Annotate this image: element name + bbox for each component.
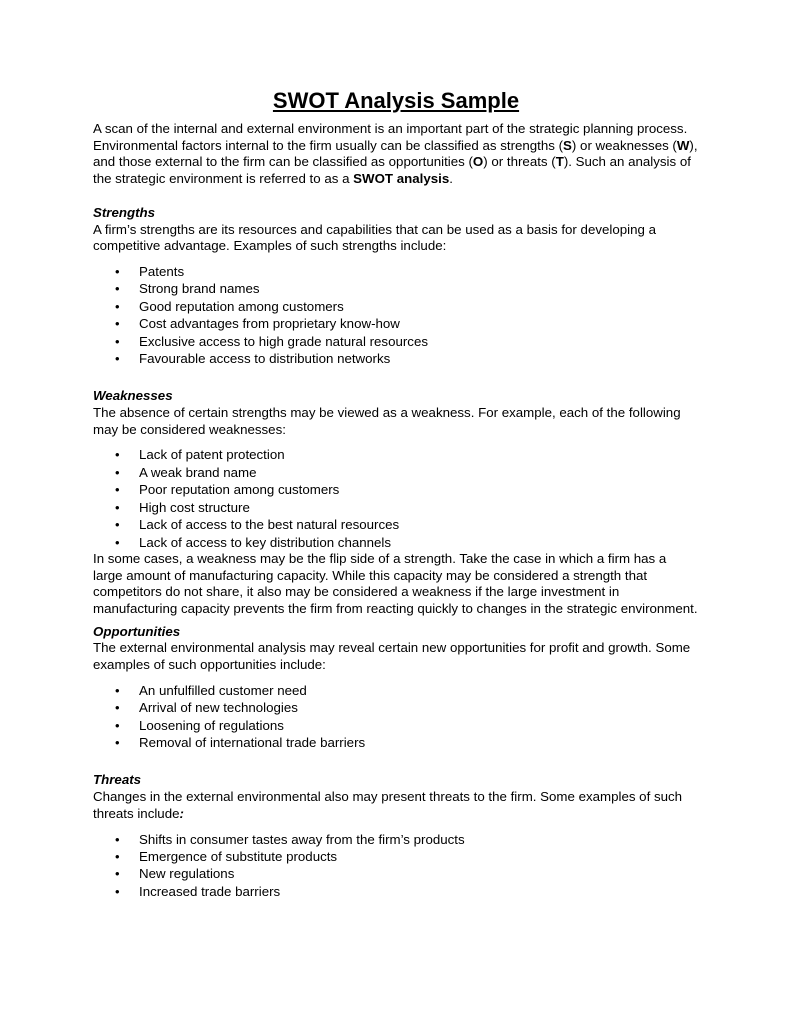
list-item: [93, 446, 699, 463]
bullet-icon: •: [115, 534, 120, 550]
list-item-text: Shifts in consumer tastes away from the firm’s products: [139, 831, 465, 847]
spacer: [93, 438, 699, 446]
list-item: [93, 263, 699, 280]
list-item-text: New regulations: [139, 866, 235, 882]
list-item-text: Arrival of new technologies: [139, 700, 298, 716]
strengths-heading: Strengths: [93, 204, 156, 220]
strengths-text: A firm’s strengths are its resources and capabilities that can be used as a basis for developing a competitive advantage. Examples of such strengths include:: [93, 221, 656, 254]
intro-text-5: ). Such an analysis of the strategic environment is referred to as a: [93, 154, 691, 187]
list-item-text: Lack of patent protection: [139, 447, 285, 463]
list-item: [93, 499, 699, 516]
list-item-text: Loosening of regulations: [139, 717, 284, 733]
bullet-icon: •: [115, 717, 120, 733]
document-title: SWOT Analysis Sample: [272, 88, 520, 113]
intro-s-letter: S: [563, 137, 572, 153]
weaknesses-section: [93, 388, 699, 617]
weaknesses-followup-text: In some cases, a weakness may be the flip side of a strength. Take the case in which a firm has a large amount of manufacturing capacity. While this capacity may be considered a strength that competitors do not share, it also may be considered a weakness if the large investment in manufacturing capacity prevents the firm from reacting quickly to changes in the strategic environment.: [93, 550, 698, 617]
opportunities-heading: Opportunities: [93, 623, 181, 639]
intro-text-2: ) or weaknesses (: [571, 137, 677, 153]
list-item-text: Lack of access to the best natural resources: [139, 517, 400, 533]
spacer: [93, 188, 699, 205]
threats-heading: Threats: [93, 772, 142, 788]
list-item: [93, 298, 699, 315]
list-item: [93, 883, 699, 900]
intro-o-letter: O: [472, 154, 484, 170]
list-item-text: Good reputation among customers: [139, 298, 344, 314]
list-item-text: A weak brand name: [139, 464, 257, 480]
list-item: [93, 516, 699, 533]
intro-t-letter: T: [555, 154, 564, 170]
list-item: [93, 865, 699, 882]
bullet-icon: •: [115, 735, 120, 751]
list-item-text: Increased trade barriers: [139, 883, 281, 899]
bullet-icon: •: [115, 464, 120, 480]
opportunities-list: [93, 682, 699, 752]
bullet-icon: •: [115, 350, 120, 366]
list-item: [93, 481, 699, 498]
intro-text-3: ), and those external to the firm can be classified as opportunities (: [93, 137, 698, 170]
list-item: [93, 350, 699, 367]
bullet-icon: •: [115, 499, 120, 515]
bullet-icon: •: [115, 333, 120, 349]
strengths-list: [93, 263, 699, 367]
bullet-icon: •: [115, 883, 120, 899]
list-item-text: Removal of international trade barriers: [139, 735, 366, 751]
strengths-section: [93, 205, 699, 368]
bullet-icon: •: [115, 482, 120, 498]
bullet-icon: •: [115, 848, 120, 864]
intro-text-1: A scan of the internal and external environment is an important part of the strategic planning process. Environmental factors internal to the firm usually can be classified as strengths (: [93, 121, 688, 153]
threats-text: [93, 789, 699, 822]
threats-list: [93, 831, 699, 901]
opportunities-text: The external environmental analysis may reveal certain new opportunities for profit and growth. Some examples of such opportunities include:: [93, 640, 691, 673]
list-item: [93, 699, 699, 716]
threats-text-body: Changes in the external environmental also may present threats to the firm. Some examples of such threats include: [93, 789, 683, 821]
list-item-text: An unfulfilled customer need: [139, 682, 307, 698]
list-item: [93, 682, 699, 699]
threats-text-colon: :: [179, 805, 184, 821]
opportunities-section: [93, 624, 699, 752]
list-item: [93, 831, 699, 848]
intro-paragraph: [93, 121, 699, 188]
bullet-icon: •: [115, 517, 120, 533]
list-item: [93, 534, 699, 551]
weaknesses-heading: Weaknesses: [93, 388, 173, 404]
list-item-text: Strong brand names: [139, 281, 260, 297]
list-item-text: Cost advantages from proprietary know-how: [139, 316, 400, 332]
list-item-text: Emergence of substitute products: [139, 848, 338, 864]
list-item-text: Poor reputation among customers: [139, 482, 340, 498]
spacer: [93, 674, 699, 682]
list-item-text: Exclusive access to high grade natural resources: [139, 333, 428, 349]
bullet-icon: •: [115, 298, 120, 314]
list-item-text: High cost structure: [139, 499, 250, 515]
bullet-icon: •: [115, 700, 120, 716]
spacer: [93, 255, 699, 263]
bullet-icon: •: [115, 831, 120, 847]
list-item-text: Patents: [139, 263, 185, 279]
weaknesses-text: The absence of certain strengths may be viewed as a weakness. For example, each of the following may be considered weaknesses:: [93, 405, 681, 437]
list-item: [93, 848, 699, 865]
bullet-icon: •: [115, 447, 120, 463]
bullet-icon: •: [115, 316, 120, 332]
intro-text-6: .: [449, 171, 453, 187]
intro-text-4: ) or threats (: [483, 154, 556, 170]
list-item: [93, 333, 699, 350]
bullet-icon: •: [115, 682, 120, 698]
spacer: [93, 367, 699, 388]
list-item: [93, 717, 699, 734]
spacer: [93, 823, 699, 831]
list-item: [93, 464, 699, 481]
weaknesses-list: [93, 446, 699, 550]
intro-swot-term: SWOT analysis: [353, 171, 450, 187]
bullet-icon: •: [115, 281, 120, 297]
intro-w-letter: W: [676, 137, 690, 153]
bullet-icon: •: [115, 263, 120, 279]
list-item: [93, 315, 699, 332]
list-item-text: Lack of access to key distribution channels: [139, 534, 392, 550]
spacer: [93, 751, 699, 772]
list-item: [93, 280, 699, 297]
list-item-text: Favourable access to distribution networks: [139, 350, 391, 366]
list-item: [93, 734, 699, 751]
threats-section: [93, 772, 699, 900]
bullet-icon: •: [115, 866, 120, 882]
